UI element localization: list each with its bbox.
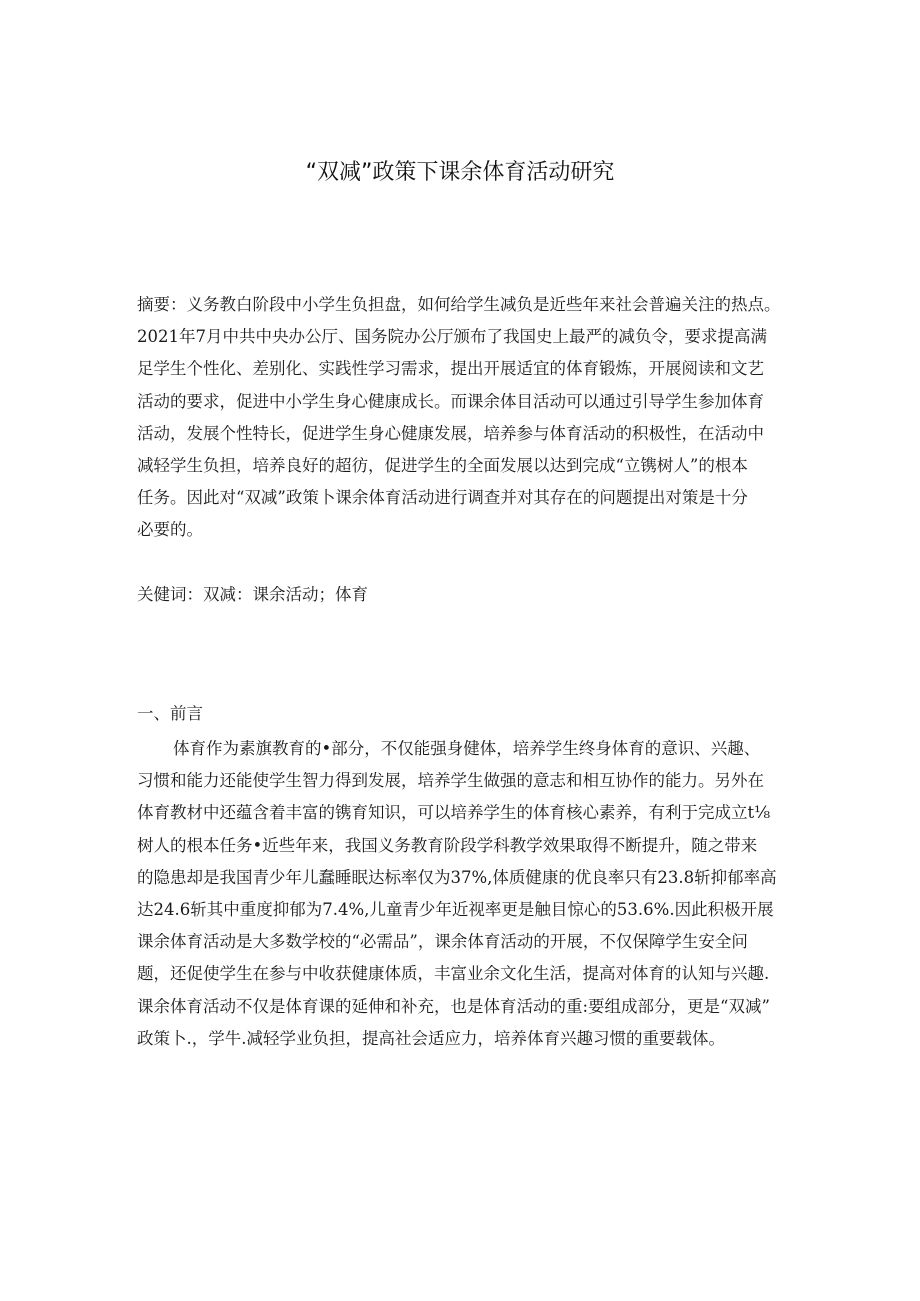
abstract-line: 活动的要求，促进中小学生身心健康成长。而课余体目活动可以通过引导学生参加体育: [137, 391, 764, 411]
abstract-paragraph: [137, 289, 797, 547]
abstract-line: 减轻学生负担，培养良好的超彷，促进学生的全面发展以达到完成“立镌树人”的根本: [137, 455, 748, 475]
abstract-line: 2021年7月中共中央办公厅、国务院办公厅颁布了我国史上最严的减负令，要求提高满: [137, 327, 767, 347]
section-heading: [137, 698, 797, 730]
section-heading-text: 一、前言: [137, 704, 203, 723]
body-line: 课余体育活动不仅是体育课的延伸和补充，也是体育活动的重:要组成部分，更是“双减”: [137, 996, 770, 1016]
keywords-line: [137, 579, 797, 611]
abstract-line: 足学生个性化、差别化、实践性学习需求，提出开展适宜的体育锻炼，开展阅读和文艺: [137, 359, 764, 379]
body-line: 达24.6斩其中重度抑郁为7.4%,儿童青少年近视率更是触目惊心的53.6%.因此积极开展: [137, 899, 774, 919]
body-line: 体育教材中还蕴含着丰富的镌育知识，可以培养学生的体育核心素养，有利于完成立t⅛: [137, 803, 771, 823]
body-line: 习惯和能力还能使学生智力得到发展，培养学生做强的意志和相互协作的能力。另外在: [137, 771, 764, 791]
abstract-line: 摘要：义务教白阶段中小学生负担盘，如何给学生减负是近些年来社会普遍关注的热点。: [137, 295, 781, 314]
keywords-text: 关健词：双减：课余活动；体育: [137, 585, 368, 604]
body-line: 题，还促使学生在参与中收获健康体质，丰富业余文化生活，提高对体育的认知与兴趣.: [137, 964, 770, 984]
section-body-paragraph: [137, 733, 797, 1055]
body-line: 的隐患却是我国青少年儿蠢睡眠达标率仅为37%,体质健康的优良率只有23.8斩抑郁率高: [137, 867, 777, 887]
abstract-line: 必要的。: [137, 520, 203, 540]
body-line: 政策卜.，学牛.减轻学业负担，提高社会适应力，培养体育兴趣习惯的重要载体。: [137, 1028, 725, 1048]
abstract-line: 任务。因此对“双减”政策卜课余体育活动进行调查并对其存在的问题提出对策是十分: [137, 488, 748, 508]
body-line: 体育作为素旗教育的•部分，不仅能强身健体，培养学生终身体育的意识、兴趣、: [173, 739, 761, 758]
body-line: 树人的根本任务•近些年来，我国义务教育阶段学科教学效果取得不断提升，随之带来: [137, 835, 758, 855]
document-title: “双减”政策下课余体育活动研究: [305, 160, 615, 185]
abstract-line: 活动，发展个性特长，促进学生身心健康发展，培养参与体育活动的积极性，在活动中: [137, 423, 764, 443]
body-line: 课余体育活动是大多数学校的“必需品”，课余体育活动的开展，不仅保障学生安全问: [137, 932, 748, 952]
